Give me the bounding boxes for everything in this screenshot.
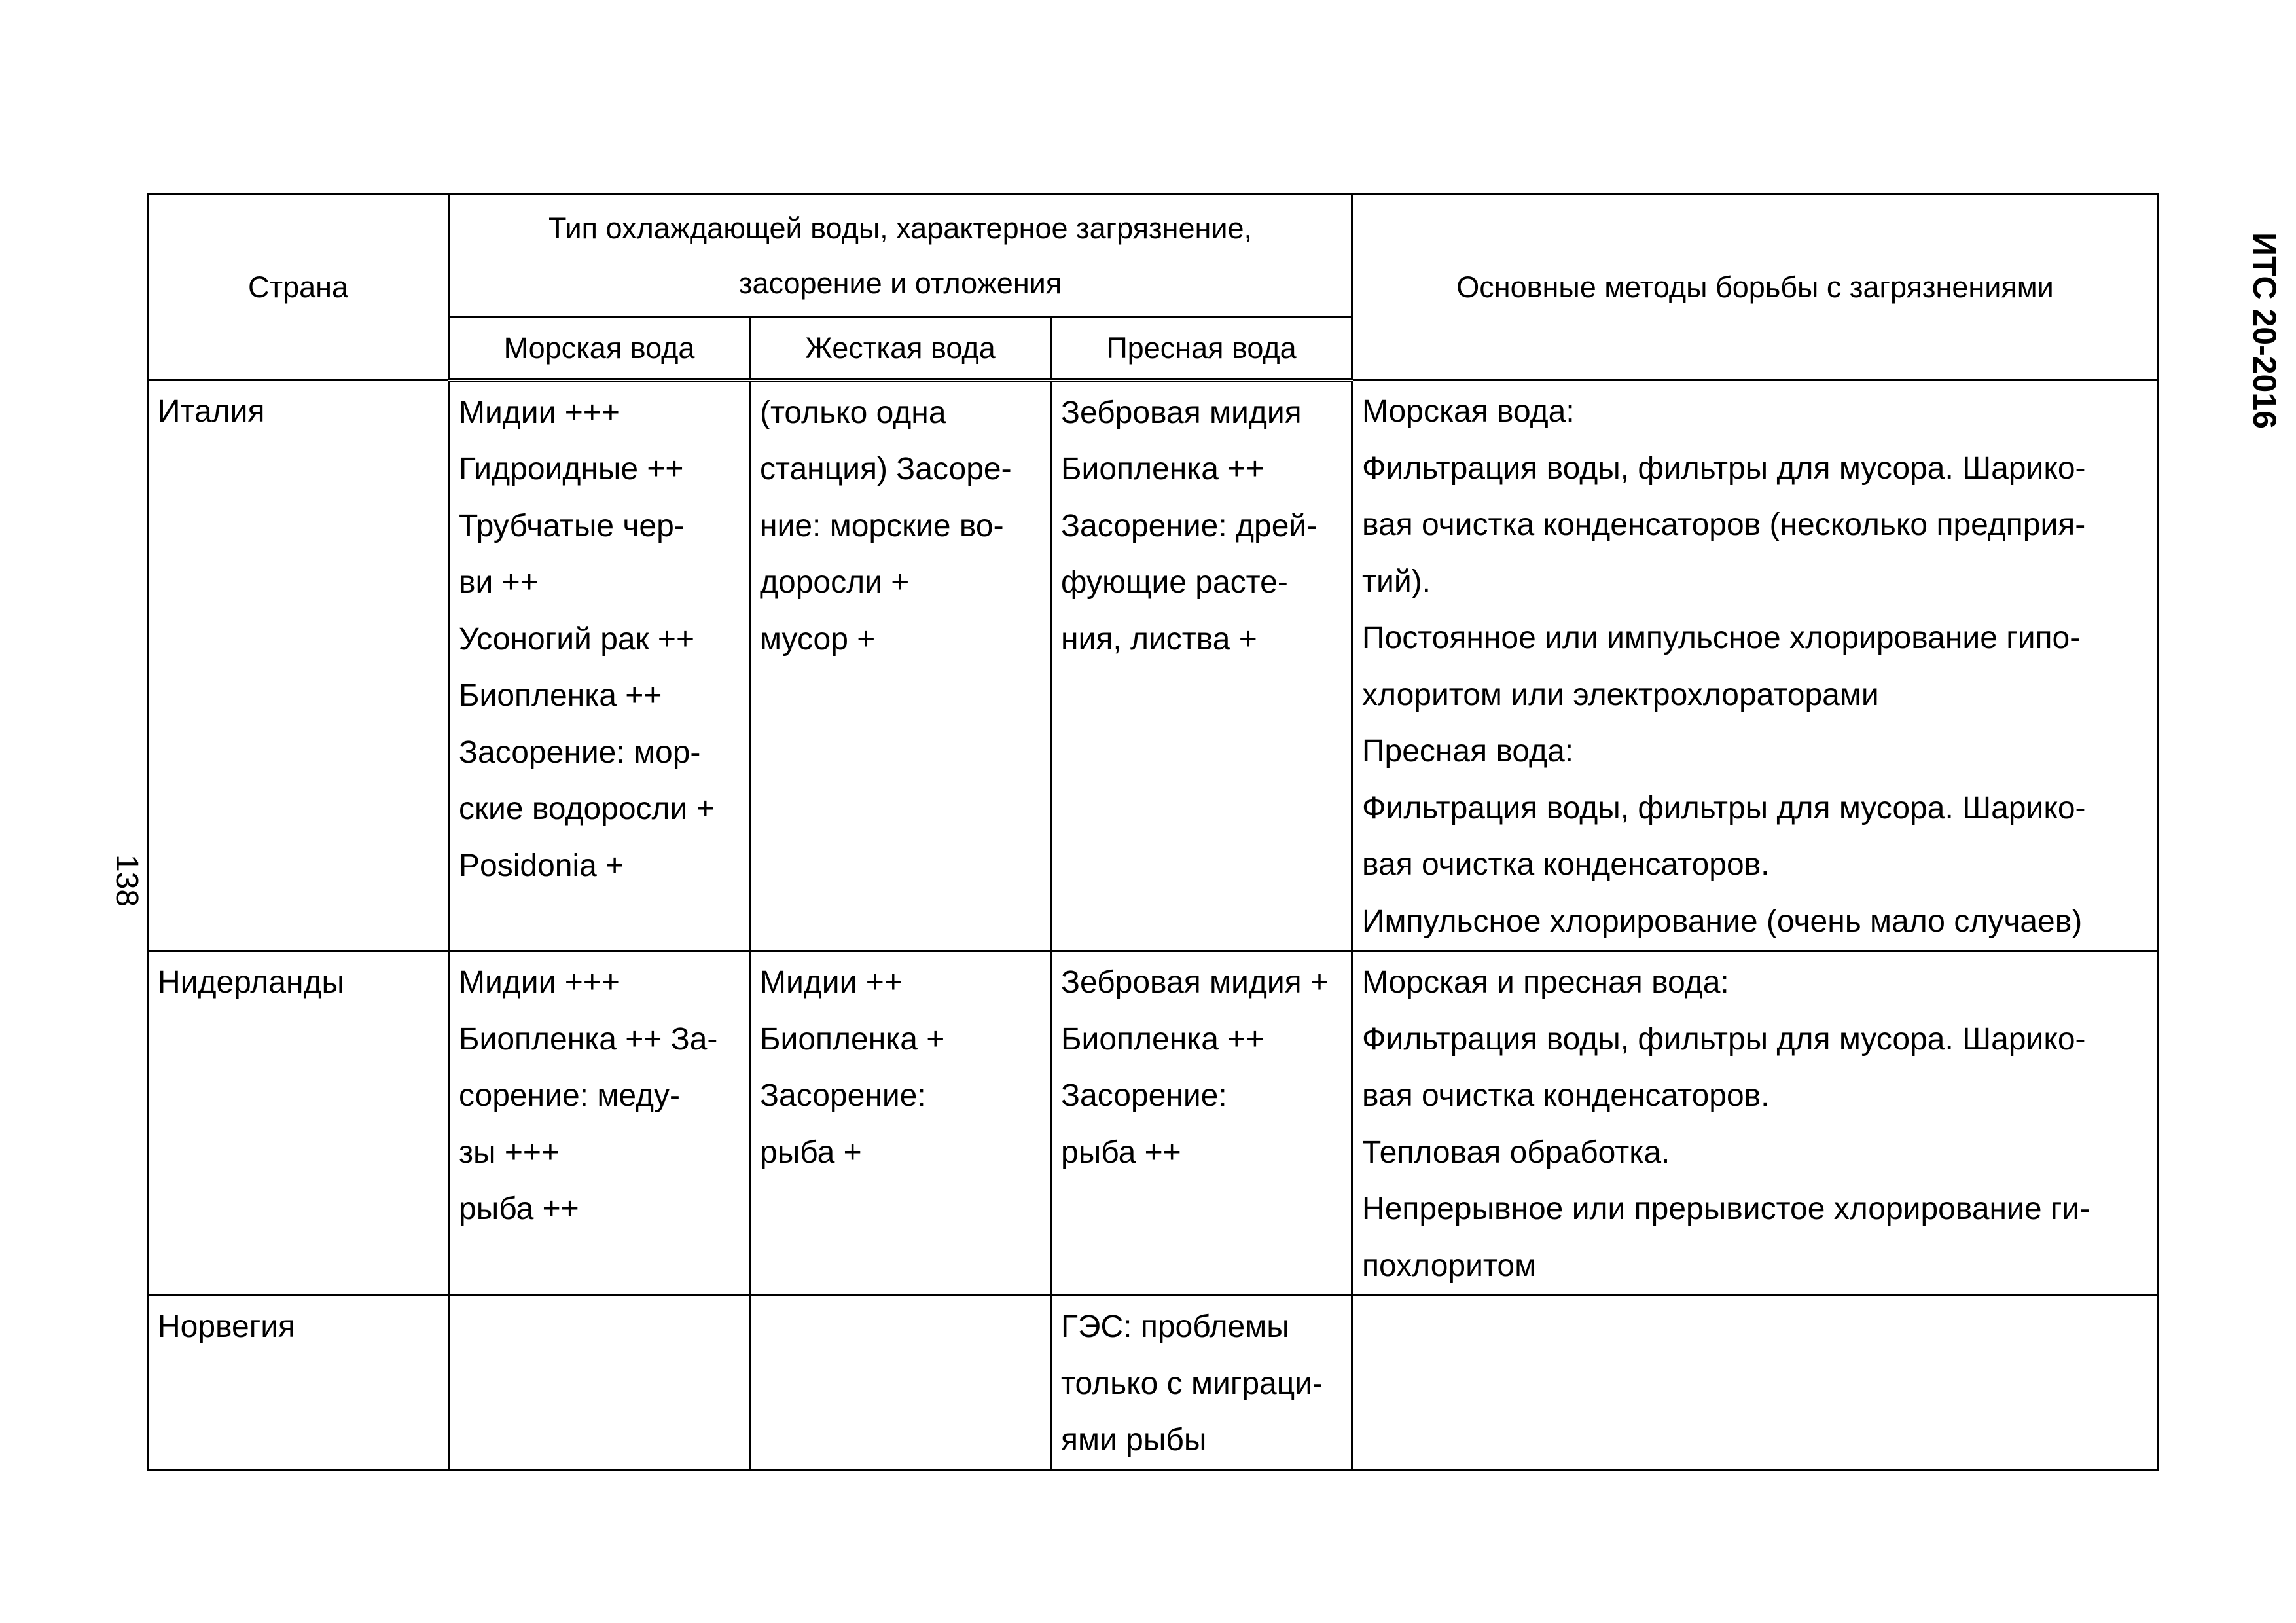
cell-line: Засорение: <box>1061 1078 1227 1113</box>
cell-line: вая очистка конденсаторов. <box>1362 1078 1770 1113</box>
cell-country <box>148 1296 449 1470</box>
cell-line: Непрерывное или прерывистое хлорирование ги- <box>1362 1192 2090 1226</box>
cell-line: зы +++ <box>459 1135 560 1170</box>
cell-line: Биопленка + <box>760 1021 945 1057</box>
cell-line: Зебровая мидия + <box>1061 965 1329 1000</box>
cell-line: Засорение: мор- <box>459 735 701 770</box>
cell-fresh <box>1051 380 1352 951</box>
cell-line: Мидии +++ <box>459 395 620 430</box>
cell-line: Морская и пресная вода: <box>1362 965 1729 1000</box>
cell-hard <box>750 951 1051 1296</box>
cell-methods <box>1352 380 2159 951</box>
cell-line: ние: морские во- <box>760 508 1004 543</box>
country-name: Италия <box>158 394 265 429</box>
cell-line: фующие расте- <box>1061 565 1288 600</box>
cell-line: рыба + <box>760 1135 862 1170</box>
header-water-type-line-2: засорение и отложения <box>738 266 1062 300</box>
country-name: Норвегия <box>158 1309 296 1344</box>
cell-hard <box>750 1296 1051 1470</box>
cell-line: ния, листва + <box>1061 621 1257 657</box>
cell-sea <box>449 951 750 1296</box>
pollution-methods-table <box>147 193 2159 1471</box>
cell-line: рыба ++ <box>1061 1135 1181 1170</box>
cell-line: Пресная вода: <box>1362 734 1574 769</box>
cell-line: (только одна <box>760 395 946 430</box>
cell-line: Биопленка ++ За- <box>459 1021 718 1057</box>
header-sea-water: Морская вода <box>449 318 750 380</box>
cell-line: Тепловая обработка. <box>1362 1135 1670 1170</box>
header-water-type-group <box>449 194 1352 318</box>
cell-line: вая очистка конденсаторов (несколько предприя- <box>1362 507 2086 542</box>
cell-line: ские водоросли + <box>459 792 715 826</box>
cell-line: хлоритом или электрохлораторами <box>1362 677 1879 712</box>
table-row <box>148 380 2159 951</box>
cell-line: Биопленка ++ <box>1061 1021 1265 1057</box>
cell-line: Постоянное или импульсное хлорирование гипо- <box>1362 621 2081 655</box>
cell-line: Морская вода: <box>1362 394 1575 429</box>
cell-line: доросли + <box>760 565 910 600</box>
cell-sea <box>449 1296 750 1470</box>
cell-line: Импульсное хлорирование (очень мало случаев) <box>1362 903 2083 939</box>
cell-line: Засорение: <box>760 1078 926 1113</box>
cell-line: Биопленка ++ <box>459 678 662 713</box>
cell-line: тий). <box>1362 564 1431 599</box>
table-row <box>148 1296 2159 1470</box>
cell-methods <box>1352 1296 2159 1470</box>
cell-fresh <box>1051 1296 1352 1470</box>
cell-line: Фильтрация воды, фильтры для мусора. Шарико- <box>1362 1021 2086 1057</box>
cell-line: Фильтрация воды, фильтры для мусора. Шарико- <box>1362 790 2086 826</box>
header-water-type-line-1: Тип охлаждающей воды, характерное загрязнение, <box>548 211 1253 245</box>
cell-line: похлоритом <box>1362 1248 1537 1283</box>
country-name: Нидерланды <box>158 965 344 1000</box>
cell-line: станция) Засоре- <box>760 452 1012 486</box>
page-number: 138 <box>109 854 144 907</box>
cell-line: Трубчатые чер- <box>459 508 685 543</box>
cell-country <box>148 380 449 951</box>
cell-line: Posidonia + <box>459 848 624 883</box>
cell-country <box>148 951 449 1296</box>
header-fresh-water: Пресная вода <box>1051 318 1352 380</box>
cell-fresh <box>1051 951 1352 1296</box>
header-hard-water: Жесткая вода <box>750 318 1051 380</box>
cell-line: ГЭС: проблемы <box>1061 1309 1289 1344</box>
cell-line: рыба ++ <box>459 1192 579 1226</box>
cell-line: Фильтрация воды, фильтры для мусора. Шарико- <box>1362 450 2086 486</box>
cell-line: ями рыбы <box>1061 1423 1207 1457</box>
cell-line: вая очистка конденсаторов. <box>1362 847 1770 882</box>
cell-line: Зебровая мидия <box>1061 395 1302 430</box>
document-code: ИТС 20-2016 <box>2246 232 2283 429</box>
header-country: Страна <box>148 194 449 380</box>
header-methods: Основные методы борьбы с загрязнениями <box>1352 194 2159 380</box>
cell-line: сорение: меду- <box>459 1078 680 1113</box>
cell-line: Мидии ++ <box>760 965 903 1000</box>
cell-line: ви ++ <box>459 565 539 600</box>
cell-line: Гидроидные ++ <box>459 452 684 486</box>
cell-sea <box>449 380 750 951</box>
cell-line: Мидии +++ <box>459 965 620 1000</box>
table-row <box>148 951 2159 1296</box>
cell-line: Засорение: дрей- <box>1061 508 1318 543</box>
cell-methods <box>1352 951 2159 1296</box>
cell-line: Усоногий рак ++ <box>459 621 694 657</box>
cell-line: только с миграци- <box>1061 1366 1323 1401</box>
cell-hard <box>750 380 1051 951</box>
cell-line: Биопленка ++ <box>1061 452 1265 486</box>
cell-line: мусор + <box>760 621 876 657</box>
